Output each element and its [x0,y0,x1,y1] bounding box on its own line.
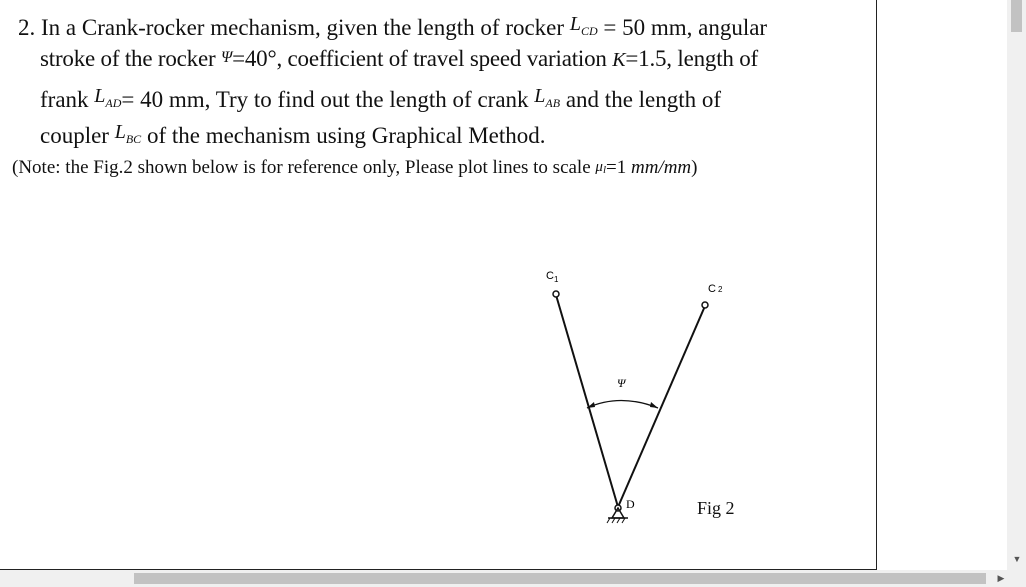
joint-c1-icon [553,291,559,297]
problem-text: 2. In a Crank-rocker mechanism, given the length of rocker [18,15,570,40]
subscript-bc: BC [125,132,142,146]
subscript-ad: AD [105,96,122,110]
problem-line-3 [40,82,721,117]
problem-text: of the mechanism using Graphical Method. [141,123,546,148]
problem-line-4 [40,118,546,153]
subscript-ab: AB [545,96,561,110]
label-c1: $C_1$ [546,270,559,284]
symbol-l: L [569,13,581,35]
subscript-cd: CD [580,24,598,38]
scroll-down-arrow-icon[interactable]: ▼ [1012,554,1022,564]
label-c2: C 2 [708,283,723,295]
scale-unit: mm/mm [630,157,692,178]
symbol-k: K [612,49,626,71]
problem-text: = 50 mm, angular [597,15,768,40]
horizontal-scrollbar-thumb[interactable] [134,573,986,584]
subscript-l: l [602,164,606,176]
note-body: (Note: the Fig.2 shown below is for reference only, Please plot lines to scale [12,157,596,178]
note-body: ) [691,157,698,178]
symbol-l: L [114,121,126,143]
vertical-scrollbar-thumb[interactable] [1011,0,1022,32]
label-psi: Ψ [617,376,626,390]
vertical-scrollbar[interactable] [1007,0,1026,570]
page-edge [876,0,877,570]
problem-text: stroke of the rocker [40,46,222,71]
problem-line-1 [18,10,767,45]
problem-text: coupler [40,123,115,148]
scroll-right-arrow-icon[interactable]: ▶ [997,573,1005,583]
figure-caption: Fig 2 [697,498,735,518]
symbol-mu: μ [595,159,603,175]
problem-text: = 40 mm, Try to find out the length of crank [121,87,535,112]
problem-text: and the length of [560,87,722,112]
problem-text: =40°, coefficient of travel speed variation [232,46,613,71]
symbol-psi: Ψ [221,49,233,66]
scale-value: =1 [606,157,631,178]
label-d: D [626,497,635,511]
symbol-l: L [94,85,106,107]
note-text [12,157,697,179]
arc-arrow-right-icon [650,402,658,408]
problem-text: frank [40,87,95,112]
joint-c2-icon [702,302,708,308]
problem-text: =1.5, length of [625,46,758,71]
problem-line-2 [40,44,758,74]
rocker-line-dc2 [618,306,705,507]
symbol-l: L [534,85,546,107]
angle-arc [587,401,658,409]
